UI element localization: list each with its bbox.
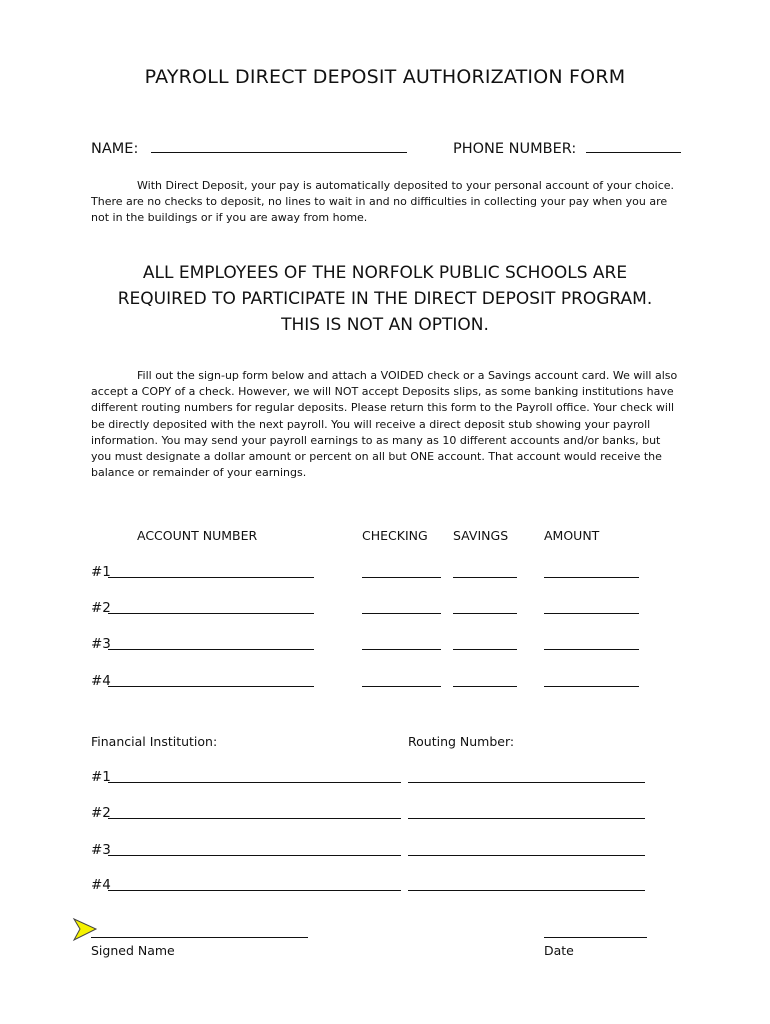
savings-line[interactable] xyxy=(453,686,517,687)
phone-input-line[interactable] xyxy=(586,138,681,153)
checking-line[interactable] xyxy=(362,686,441,687)
routing-number-line[interactable] xyxy=(408,890,645,891)
savings-line[interactable] xyxy=(453,577,517,578)
amount-line[interactable] xyxy=(544,686,639,687)
account-number-line[interactable] xyxy=(108,649,314,650)
signed-name-label: Signed Name xyxy=(91,943,175,958)
notice-line-3: THIS IS NOT AN OPTION. xyxy=(281,315,489,335)
amount-header: AMOUNT xyxy=(544,528,600,543)
institution-name-line[interactable] xyxy=(108,890,401,891)
name-label: NAME: xyxy=(91,141,139,157)
date-line[interactable] xyxy=(544,937,647,938)
savings-line[interactable] xyxy=(453,613,517,614)
checking-line[interactable] xyxy=(362,577,441,578)
date-label: Date xyxy=(544,943,574,958)
institution-row-number: #2 xyxy=(91,805,111,821)
institution-row-number: #3 xyxy=(91,842,111,858)
amount-line[interactable] xyxy=(544,613,639,614)
routing-number-line[interactable] xyxy=(408,818,645,819)
notice-line-2: REQUIRED TO PARTICIPATE IN THE DIRECT DEPOSIT PROGRAM. xyxy=(117,289,653,309)
name-field-row xyxy=(91,138,407,157)
checking-line[interactable] xyxy=(362,613,441,614)
routing-number-header: Routing Number: xyxy=(408,734,515,749)
routing-number-line[interactable] xyxy=(408,855,645,856)
amount-line[interactable] xyxy=(544,577,639,578)
account-row-number: #3 xyxy=(91,636,111,652)
account-row-number: #1 xyxy=(91,564,111,580)
account-number-line[interactable] xyxy=(108,686,314,687)
participation-notice xyxy=(0,260,770,338)
savings-line[interactable] xyxy=(453,649,517,650)
name-input-line[interactable] xyxy=(151,138,407,153)
sign-here-arrow-icon xyxy=(72,917,98,943)
account-number-header: ACCOUNT NUMBER xyxy=(137,528,258,543)
institution-name-line[interactable] xyxy=(108,855,401,856)
account-row-number: #2 xyxy=(91,600,111,616)
savings-header: SAVINGS xyxy=(453,528,509,543)
instructions-rest: accept a COPY of a check. However, we will NOT accept Deposits slips, as some banking institutions have different routing numbers for regular deposits. Please return this form to the Payroll office. Your check will be directly deposited with the next payroll. You will receive a direct deposit stub showing your payroll information. You may send your payroll earnings to as many as 10 different accounts and/or banks, but you must designate a dollar amount or percent on all but ONE account. That account would receive the balance or remainder of your earnings. xyxy=(91,385,675,480)
checking-header: CHECKING xyxy=(362,528,428,543)
notice-line-1: ALL EMPLOYEES OF THE NORFOLK PUBLIC SCHOOLS ARE xyxy=(142,263,628,283)
signature-line[interactable] xyxy=(91,937,308,938)
account-row-number: #4 xyxy=(91,673,111,689)
account-number-line[interactable] xyxy=(108,613,314,614)
instructions-first-line: Fill out the sign-up form below and attach a VOIDED check or a Savings account card. We will also xyxy=(137,369,678,382)
form-title: PAYROLL DIRECT DEPOSIT AUTHORIZATION FORM xyxy=(144,66,626,88)
checking-line[interactable] xyxy=(362,649,441,650)
instructions-paragraph xyxy=(91,368,683,481)
institution-row-number: #4 xyxy=(91,877,111,893)
routing-number-line[interactable] xyxy=(408,782,645,783)
phone-label: PHONE NUMBER: xyxy=(453,141,577,157)
amount-line[interactable] xyxy=(544,649,639,650)
institution-name-line[interactable] xyxy=(108,782,401,783)
intro-first-line: With Direct Deposit, your pay is automatically deposited to your personal account of your choice. xyxy=(137,179,675,192)
financial-institution-header: Financial Institution: xyxy=(91,734,218,749)
phone-field-row xyxy=(453,138,681,157)
intro-paragraph xyxy=(91,178,683,227)
institution-name-line[interactable] xyxy=(108,818,401,819)
account-number-line[interactable] xyxy=(108,577,314,578)
intro-rest: There are no checks to deposit, no lines to wait in and no difficulties in collecting your pay when you are not in the buildings or if you are away from home. xyxy=(91,195,668,225)
institution-row-number: #1 xyxy=(91,769,111,785)
